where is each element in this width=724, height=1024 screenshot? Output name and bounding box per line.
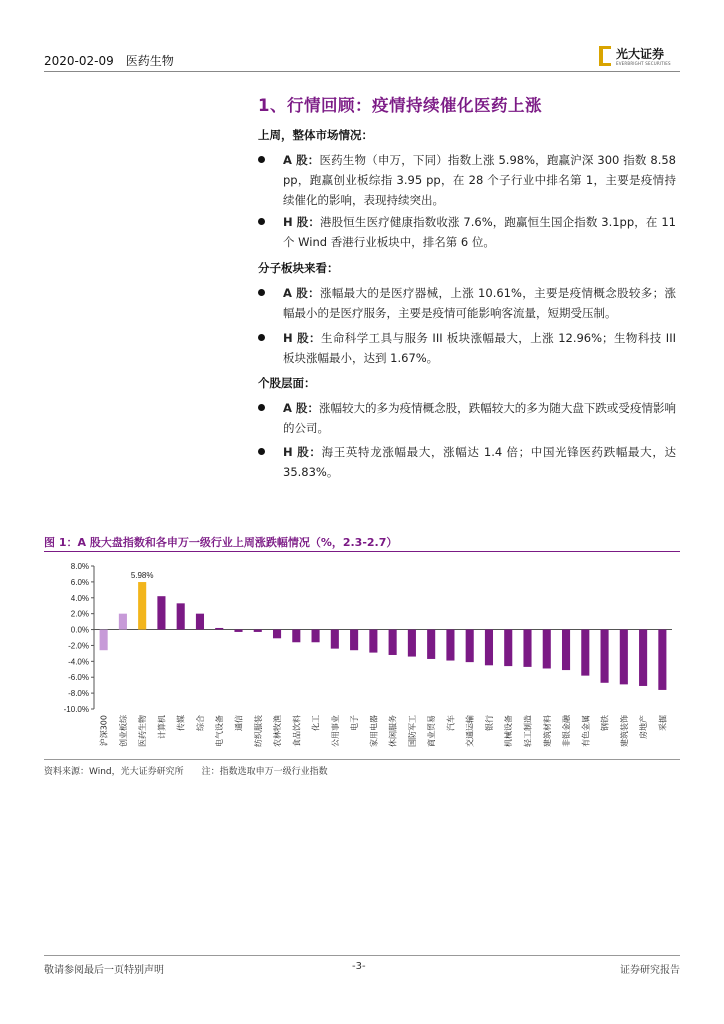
x-tick-label: 商业贸易 — [427, 715, 437, 747]
source-note: 注：指数选取申万一级行业指数 — [201, 767, 328, 777]
x-tick-label: 农林牧渔 — [273, 715, 283, 747]
x-tick-label: 交通运输 — [465, 715, 475, 747]
bar-19 — [446, 630, 454, 661]
block-heading-market: 上周，整体市场情况： — [258, 128, 373, 142]
y-tick-label: 6.0% — [70, 577, 89, 587]
bar-28 — [620, 630, 628, 685]
logo-mark-icon — [599, 46, 611, 66]
x-tick-label: 化工 — [311, 715, 321, 731]
bar-4 — [157, 596, 165, 629]
x-tick-label: 汽车 — [446, 715, 456, 731]
bullet-lead: H 股： — [283, 445, 322, 459]
bullet-text: 生命科学工具与服务 III 板块涨幅最大，上涨 12.96%；生物科技 III 板块涨幅最小，达到 1.67%。 — [283, 331, 676, 365]
bar-25 — [562, 630, 570, 671]
block-heading-sector: 分子板块来看： — [258, 261, 339, 275]
bar-13 — [331, 630, 339, 649]
footer-report-type: 证券研究报告 — [620, 965, 680, 976]
x-tick-label: 通信 — [234, 715, 244, 731]
report-category: 医药生物 — [125, 54, 174, 68]
bullet-dot-icon — [258, 404, 265, 411]
header-divider — [44, 71, 680, 72]
bar-14 — [350, 630, 358, 651]
bar-29 — [639, 630, 647, 686]
bar-26 — [581, 630, 589, 676]
bullet-lead: A 股： — [283, 153, 320, 167]
x-tick-label: 综合 — [195, 715, 205, 731]
bullet-text: 涨幅较大的多为疫情概念股，跌幅较大的多为随大盘下跌或受疫情影响的公司。 — [283, 401, 677, 435]
bullet-stock-a — [258, 398, 676, 438]
data-label-3: 5.98% — [130, 571, 154, 581]
x-tick-label: 银行 — [484, 715, 494, 731]
logo-name: 光大证券 — [616, 46, 665, 61]
bar-30 — [658, 630, 666, 690]
bullet-dot-icon — [258, 156, 265, 163]
x-tick-label: 建筑材料 — [542, 715, 552, 747]
y-tick-label: 0.0% — [70, 625, 89, 635]
source-text: 资料来源：Wind，光大证券研究所 — [44, 767, 184, 777]
x-tick-label: 钢铁 — [600, 715, 610, 731]
x-tick-label: 建筑装饰 — [619, 715, 629, 747]
x-tick-label: 机械设备 — [504, 715, 514, 747]
x-tick-label: 电子 — [350, 715, 360, 731]
bullet-dot-icon — [258, 334, 265, 341]
bullet-market-h — [258, 212, 676, 252]
bar-21 — [485, 630, 493, 666]
bar-7 — [215, 628, 223, 630]
figure-title-rule — [44, 551, 680, 552]
bar-2 — [119, 614, 127, 630]
bar-1 — [100, 630, 108, 651]
y-tick-label: -10.0% — [63, 705, 89, 714]
footer-disclaimer: 敬请参阅最后一页特别声明 — [44, 965, 164, 976]
bar-12 — [312, 630, 320, 643]
x-tick-label: 创业板综 — [118, 715, 128, 747]
y-tick-label: -2.0% — [68, 641, 89, 651]
bar-10 — [273, 630, 281, 639]
x-tick-label: 沪深300 — [99, 715, 109, 747]
company-logo — [599, 46, 671, 66]
x-tick-label: 国防军工 — [407, 715, 417, 747]
y-tick-label: -6.0% — [68, 673, 89, 683]
x-tick-label: 非银金融 — [562, 715, 572, 747]
bullet-lead: A 股： — [283, 286, 320, 300]
sector-returns-bar-chart — [44, 556, 680, 756]
bullet-sector-a — [258, 283, 676, 323]
bullet-dot-icon — [258, 289, 265, 296]
y-tick-label: -4.0% — [68, 657, 89, 667]
bullet-text: 海王英特龙涨幅最大，涨幅达 1.4 倍；中国光锋医药跌幅最大，达 35.83%。 — [283, 445, 676, 479]
bar-22 — [504, 630, 512, 667]
bar-9 — [254, 630, 262, 632]
bullet-dot-icon — [258, 218, 265, 225]
block-heading-stock: 个股层面： — [258, 376, 316, 390]
y-tick-label: 2.0% — [70, 609, 89, 619]
bullet-text: 港股恒生医疗健康指数收涨 7.6%，跑赢恒生国企指数 3.1pp，在 11 个 Wind 香港行业板块中，排名第 6 位。 — [283, 215, 676, 249]
footer-page-number: -3- — [352, 961, 366, 972]
bar-6 — [196, 614, 204, 630]
bullet-dot-icon — [258, 448, 265, 455]
bullet-text: 医药生物（申万，下同）指数上涨 5.98%，跑赢沪深 300 指数 8.58 pp，跑赢创业板综指 3.95 pp，在 28 个子行业中排名第 1，主要是疫情持续催化的影响，表现持续突出。 — [283, 153, 676, 207]
logo-subtitle: EVERBRIGHT SECURITIES — [616, 60, 671, 66]
bar-8 — [234, 630, 242, 632]
header-info — [44, 52, 174, 69]
bar-27 — [601, 630, 609, 683]
x-tick-label: 公用事业 — [330, 715, 340, 747]
report-date: 2020-02-09 — [44, 54, 114, 68]
x-tick-label: 休闲服务 — [388, 715, 398, 747]
x-tick-label: 医药生物 — [138, 715, 148, 747]
footer-rule — [44, 955, 680, 956]
bar-5 — [177, 603, 185, 629]
source-rule — [44, 759, 680, 760]
bar-18 — [427, 630, 435, 659]
figure-title: 图 1：A 股大盘指数和各申万一级行业上周涨跌幅情况（%，2.3-2.7） — [44, 536, 398, 549]
bullet-text: 涨幅最大的是医疗器械，上涨 10.61%，主要是疫情概念股较多；涨幅最小的是医疗服务，主要是疫情可能影响客流量，短期受压制。 — [283, 286, 676, 320]
bullet-stock-h — [258, 442, 676, 482]
x-tick-label: 传媒 — [176, 715, 186, 731]
x-tick-label: 计算机 — [157, 715, 167, 739]
bullet-sector-h — [258, 328, 676, 368]
bar-15 — [369, 630, 377, 653]
bullet-lead: A 股： — [283, 401, 319, 415]
x-tick-label: 轻工制造 — [523, 715, 533, 747]
x-tick-label: 家用电器 — [369, 715, 379, 747]
y-tick-label: -8.0% — [68, 689, 89, 699]
bar-20 — [466, 630, 474, 663]
figure-source — [44, 764, 328, 777]
section-title: 1、行情回顾：疫情持续催化医药上涨 — [258, 96, 542, 115]
bullet-market-a — [258, 150, 676, 210]
bullet-lead: H 股： — [283, 215, 321, 229]
x-tick-label: 电气设备 — [215, 715, 225, 747]
x-tick-label: 采掘 — [658, 715, 668, 731]
bar-17 — [408, 630, 416, 657]
x-tick-label: 纺织服装 — [253, 715, 263, 747]
y-tick-label: 4.0% — [70, 593, 89, 603]
x-tick-label: 食品饮料 — [292, 715, 302, 747]
y-tick-label: 8.0% — [70, 562, 89, 571]
bar-16 — [389, 630, 397, 655]
bar-3 — [138, 582, 146, 630]
x-tick-label: 有色金属 — [581, 715, 591, 747]
bullet-lead: H 股： — [283, 331, 321, 345]
bar-24 — [543, 630, 551, 669]
bar-23 — [523, 630, 531, 667]
x-tick-label: 房地产 — [639, 715, 649, 739]
bar-11 — [292, 630, 300, 643]
